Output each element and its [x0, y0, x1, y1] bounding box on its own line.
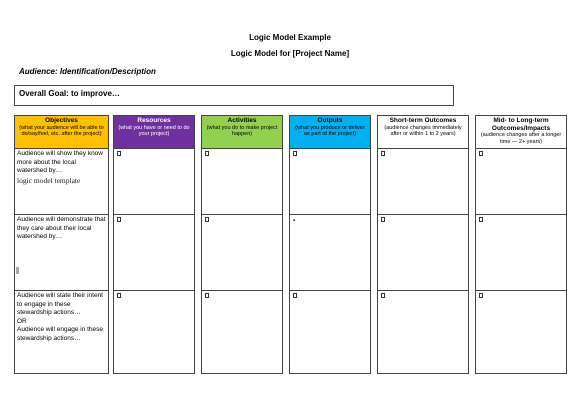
document-title: Logic Model Example — [249, 33, 331, 42]
document-subtitle: Logic Model for [Project Name] — [230, 49, 350, 58]
checkbox-icon[interactable] — [381, 293, 385, 298]
checkbox-icon[interactable] — [205, 293, 209, 298]
column-resources — [113, 115, 195, 374]
checkbox-icon[interactable] — [479, 151, 483, 156]
overall-goal-text: Overall Goal: to improve… — [19, 89, 120, 98]
objective-cell-1 — [14, 149, 109, 215]
column-outputs — [289, 115, 371, 374]
audience-label: Audience: Identification/Description — [19, 67, 156, 76]
resources-cell-2[interactable] — [113, 215, 195, 291]
header-outputs-title: Outputs — [317, 117, 343, 124]
header-resources-title: Resources — [137, 117, 171, 124]
checkbox-icon[interactable] — [117, 217, 121, 222]
header-objectives-sub: (what your audience will be able to do/say/feel, etc. after the project) — [19, 124, 104, 138]
header-short-term-sub: (audience changes immediately after or within 1 to 2 years) — [384, 124, 462, 138]
bullet-icon: ▪ — [293, 218, 296, 224]
checkbox-icon[interactable] — [381, 217, 385, 222]
header-long-term — [475, 115, 567, 149]
activities-cell-1[interactable] — [201, 149, 283, 215]
objective-text-2: Audience will demonstrate that they care about their local watershed by… — [17, 216, 106, 240]
objective-text-or: OR — [17, 317, 27, 325]
checkbox-icon[interactable] — [293, 293, 297, 298]
checkbox-icon[interactable] — [205, 217, 209, 222]
column-short-term — [377, 115, 469, 374]
objective-text-3: Audience will state their intent to engage in these stewardship actions… — [17, 292, 103, 316]
header-resources-sub: (what you have or need to do your project) — [118, 124, 190, 138]
header-long-term-title: Mid- to Long-term Outcomes/Impacts — [491, 117, 551, 132]
outputs-cell-3[interactable] — [289, 291, 371, 374]
header-outputs — [289, 115, 371, 149]
objective-text-1: Audience will show they know more about the local watershed by… — [17, 150, 103, 174]
short-term-cell-3[interactable] — [377, 291, 469, 374]
outputs-cell-1[interactable] — [289, 149, 371, 215]
resources-cell-3[interactable] — [113, 291, 195, 374]
activities-cell-2[interactable] — [201, 215, 283, 291]
checkbox-icon[interactable] — [117, 151, 121, 156]
checkbox-icon[interactable] — [381, 151, 385, 156]
margin-mark — [16, 267, 19, 274]
short-term-cell-1[interactable] — [377, 149, 469, 215]
checkbox-icon[interactable] — [205, 151, 209, 156]
header-resources — [113, 115, 195, 149]
long-term-cell-1[interactable] — [475, 149, 567, 215]
checkbox-icon[interactable] — [293, 151, 297, 156]
long-term-cell-2[interactable] — [475, 215, 567, 291]
activities-cell-3[interactable] — [201, 291, 283, 374]
column-long-term — [475, 115, 567, 374]
objective-cell-3 — [14, 291, 109, 374]
header-short-term — [377, 115, 469, 149]
overall-goal-box — [14, 85, 454, 106]
checkbox-icon[interactable] — [479, 293, 483, 298]
outputs-cell-2[interactable] — [289, 215, 371, 291]
column-activities — [201, 115, 283, 374]
header-objectives — [14, 115, 109, 149]
short-term-cell-2[interactable] — [377, 215, 469, 291]
header-outputs-sub: (what you produce or deliver as part of the project) — [295, 124, 365, 138]
objective-text-4: Audience will engage in these stewardship actions… — [17, 326, 104, 342]
header-long-term-sub: (audience changes after a longer time — 2+ years) — [480, 132, 562, 145]
objective-cell-2 — [14, 215, 109, 291]
header-objectives-title: Objectives — [45, 117, 78, 124]
checkbox-icon[interactable] — [479, 217, 483, 222]
long-term-cell-3[interactable] — [475, 291, 567, 374]
header-activities-title: Activities — [227, 117, 257, 124]
header-short-term-title: Short-term Outcomes — [389, 117, 457, 124]
column-objectives — [14, 115, 109, 374]
header-activities-sub: (what you do to make project happen) — [206, 124, 278, 138]
checkbox-icon[interactable] — [117, 293, 121, 298]
header-activities — [201, 115, 283, 149]
watermark-text: logic model template — [17, 175, 81, 185]
resources-cell-1[interactable] — [113, 149, 195, 215]
